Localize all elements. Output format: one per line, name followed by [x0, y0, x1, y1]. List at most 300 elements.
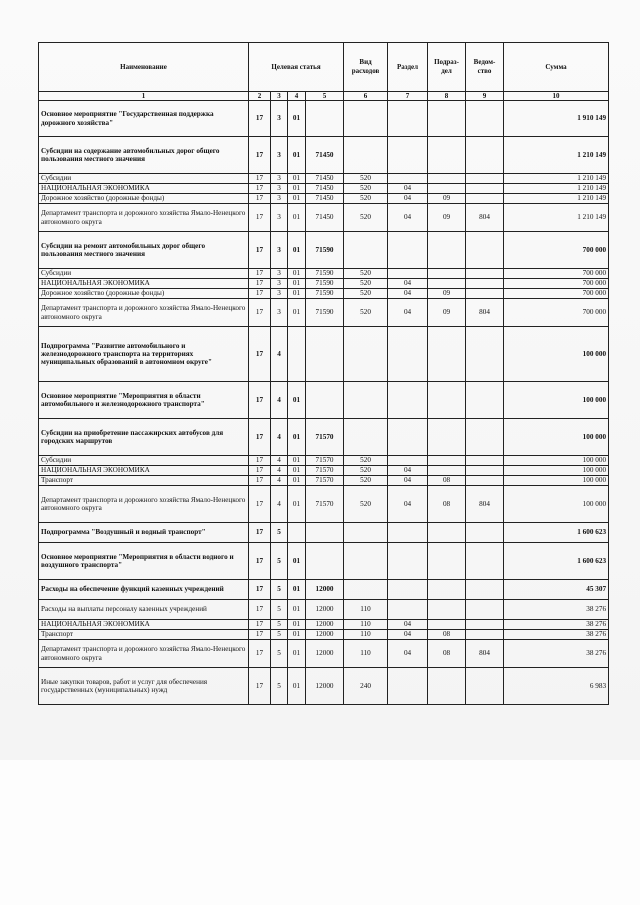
cell-expense-type: 240 — [344, 668, 388, 705]
cell-expense-type: 520 — [344, 184, 388, 194]
cell-sum: 700 000 — [504, 289, 609, 299]
cell-expense-type — [344, 327, 388, 382]
cell-subprogram: 5 — [271, 640, 288, 668]
cell-direction — [306, 523, 344, 543]
cell-subprogram: 4 — [271, 327, 288, 382]
cell-subsection: 08 — [428, 640, 466, 668]
row-name: Субсидии на ремонт автомобильных дорог общего пользования местного значения — [39, 232, 249, 269]
row-name: Дорожное хозяйство (дорожные фонды) — [39, 289, 249, 299]
column-number: 5 — [306, 92, 344, 101]
row-name: Дорожное хозяйство (дорожные фонды) — [39, 194, 249, 204]
cell-direction: 71590 — [306, 299, 344, 327]
cell-subsection — [428, 543, 466, 580]
table-row — [39, 137, 609, 174]
row-name: Субсидии на содержание автомобильных дорог общего пользования местного значения — [39, 137, 249, 174]
cell-program: 17 — [249, 269, 271, 279]
row-name: Подпрограмма "Воздушный и водный транспорт" — [39, 523, 249, 543]
cell-activity: 01 — [288, 419, 306, 456]
cell-department — [466, 184, 504, 194]
cell-expense-type: 520 — [344, 486, 388, 523]
column-number-row — [39, 92, 609, 101]
cell-sum: 6 983 — [504, 668, 609, 705]
cell-direction — [306, 101, 344, 137]
cell-direction: 71570 — [306, 476, 344, 486]
cell-subsection: 09 — [428, 204, 466, 232]
cell-activity: 01 — [288, 184, 306, 194]
cell-direction: 71450 — [306, 184, 344, 194]
cell-program: 17 — [249, 668, 271, 705]
cell-department — [466, 523, 504, 543]
cell-department — [466, 269, 504, 279]
cell-section — [388, 543, 428, 580]
cell-section — [388, 382, 428, 419]
cell-direction — [306, 327, 344, 382]
cell-subsection — [428, 174, 466, 184]
cell-direction: 12000 — [306, 620, 344, 630]
table-row — [39, 299, 609, 327]
cell-direction: 71590 — [306, 289, 344, 299]
cell-subprogram: 3 — [271, 194, 288, 204]
row-name: Субсидии — [39, 456, 249, 466]
cell-sum: 1 210 149 — [504, 137, 609, 174]
table-row — [39, 232, 609, 269]
cell-direction: 12000 — [306, 630, 344, 640]
row-name: Расходы на выплаты персоналу казенных учреждений — [39, 600, 249, 620]
cell-section: 04 — [388, 299, 428, 327]
cell-sum: 100 000 — [504, 419, 609, 456]
cell-program: 17 — [249, 137, 271, 174]
cell-department — [466, 382, 504, 419]
cell-direction: 71570 — [306, 466, 344, 476]
cell-department — [466, 174, 504, 184]
cell-sum: 100 000 — [504, 382, 609, 419]
cell-section — [388, 580, 428, 600]
cell-activity: 01 — [288, 640, 306, 668]
cell-expense-type — [344, 101, 388, 137]
cell-section: 04 — [388, 184, 428, 194]
cell-activity: 01 — [288, 137, 306, 174]
header-section: Раздел — [388, 43, 428, 92]
cell-section: 04 — [388, 194, 428, 204]
cell-program: 17 — [249, 600, 271, 620]
cell-program: 17 — [249, 580, 271, 600]
cell-section: 04 — [388, 476, 428, 486]
cell-department: 804 — [466, 640, 504, 668]
row-name: Транспорт — [39, 630, 249, 640]
column-number: 6 — [344, 92, 388, 101]
cell-program: 17 — [249, 289, 271, 299]
cell-activity: 01 — [288, 382, 306, 419]
cell-section — [388, 232, 428, 269]
row-name: Иные закупки товаров, работ и услуг для обеспечения государственных (муниципальных) нужд — [39, 668, 249, 705]
cell-activity: 01 — [288, 630, 306, 640]
cell-subprogram: 5 — [271, 523, 288, 543]
cell-section — [388, 456, 428, 466]
row-name: Основное мероприятие "Мероприятия в области водного и воздушного транспорта" — [39, 543, 249, 580]
cell-department — [466, 289, 504, 299]
cell-subsection — [428, 456, 466, 466]
cell-section: 04 — [388, 204, 428, 232]
cell-subsection — [428, 620, 466, 630]
table-row — [39, 194, 609, 204]
cell-direction: 12000 — [306, 668, 344, 705]
cell-department — [466, 580, 504, 600]
cell-expense-type — [344, 580, 388, 600]
row-name: Департамент транспорта и дорожного хозяйства Ямало-Ненецкого автономного округа — [39, 640, 249, 668]
cell-department — [466, 630, 504, 640]
cell-program: 17 — [249, 419, 271, 456]
cell-direction: 12000 — [306, 580, 344, 600]
table-row — [39, 600, 609, 620]
cell-department — [466, 419, 504, 456]
table-row — [39, 289, 609, 299]
cell-section — [388, 269, 428, 279]
cell-subsection: 08 — [428, 486, 466, 523]
cell-subprogram: 5 — [271, 580, 288, 600]
cell-subprogram: 3 — [271, 269, 288, 279]
cell-subprogram: 3 — [271, 279, 288, 289]
cell-program: 17 — [249, 184, 271, 194]
cell-subsection: 08 — [428, 476, 466, 486]
row-name: Департамент транспорта и дорожного хозяйства Ямало-Ненецкого автономного округа — [39, 204, 249, 232]
row-name: Подпрограмма "Развитие автомобильного и железнодорожного транспорта на территориях муниципальных образований в автономном округе" — [39, 327, 249, 382]
cell-program: 17 — [249, 486, 271, 523]
cell-program: 17 — [249, 232, 271, 269]
cell-subsection: 09 — [428, 289, 466, 299]
cell-department — [466, 600, 504, 620]
cell-activity: 01 — [288, 486, 306, 523]
cell-program: 17 — [249, 382, 271, 419]
cell-subsection — [428, 101, 466, 137]
cell-direction: 71590 — [306, 279, 344, 289]
row-name: Субсидии на приобретение пассажирских автобусов для городских маршрутов — [39, 419, 249, 456]
row-name: Субсидии — [39, 174, 249, 184]
cell-activity: 01 — [288, 174, 306, 184]
cell-direction: 12000 — [306, 640, 344, 668]
column-number: 1 — [39, 92, 249, 101]
cell-subprogram: 5 — [271, 543, 288, 580]
cell-expense-type: 520 — [344, 476, 388, 486]
cell-department — [466, 232, 504, 269]
cell-activity: 01 — [288, 289, 306, 299]
cell-sum: 38 276 — [504, 640, 609, 668]
cell-program: 17 — [249, 456, 271, 466]
cell-sum: 700 000 — [504, 279, 609, 289]
cell-subsection — [428, 327, 466, 382]
cell-section — [388, 419, 428, 456]
cell-subsection — [428, 580, 466, 600]
cell-direction: 71570 — [306, 456, 344, 466]
cell-expense-type: 520 — [344, 299, 388, 327]
cell-program: 17 — [249, 279, 271, 289]
cell-activity — [288, 327, 306, 382]
cell-expense-type — [344, 523, 388, 543]
cell-subsection: 08 — [428, 630, 466, 640]
row-name: НАЦИОНАЛЬНАЯ ЭКОНОМИКА — [39, 184, 249, 194]
cell-direction: 71590 — [306, 269, 344, 279]
cell-subprogram: 5 — [271, 668, 288, 705]
table-row — [39, 523, 609, 543]
cell-subsection — [428, 137, 466, 174]
cell-section: 04 — [388, 630, 428, 640]
cell-subprogram: 4 — [271, 419, 288, 456]
cell-subprogram: 3 — [271, 174, 288, 184]
cell-sum: 38 276 — [504, 630, 609, 640]
table-body — [39, 101, 609, 705]
cell-expense-type: 520 — [344, 466, 388, 476]
cell-subsection: 09 — [428, 299, 466, 327]
table-row — [39, 174, 609, 184]
cell-section — [388, 668, 428, 705]
cell-subprogram: 3 — [271, 184, 288, 194]
row-name: Субсидии — [39, 269, 249, 279]
cell-activity: 01 — [288, 299, 306, 327]
cell-sum: 1 210 149 — [504, 194, 609, 204]
cell-direction — [306, 382, 344, 419]
cell-program: 17 — [249, 620, 271, 630]
cell-subprogram: 5 — [271, 620, 288, 630]
cell-activity: 01 — [288, 466, 306, 476]
row-name: НАЦИОНАЛЬНАЯ ЭКОНОМИКА — [39, 620, 249, 630]
cell-subprogram: 3 — [271, 204, 288, 232]
cell-expense-type — [344, 419, 388, 456]
cell-department: 804 — [466, 204, 504, 232]
cell-sum: 100 000 — [504, 456, 609, 466]
cell-sum: 1 910 149 — [504, 101, 609, 137]
cell-sum: 38 276 — [504, 620, 609, 630]
cell-program: 17 — [249, 523, 271, 543]
cell-subsection — [428, 382, 466, 419]
cell-expense-type: 520 — [344, 269, 388, 279]
table-row — [39, 456, 609, 466]
cell-subsection — [428, 419, 466, 456]
cell-sum: 1 210 149 — [504, 174, 609, 184]
cell-subsection — [428, 232, 466, 269]
cell-department: 804 — [466, 299, 504, 327]
table-row — [39, 580, 609, 600]
table-row — [39, 620, 609, 630]
cell-subprogram: 4 — [271, 476, 288, 486]
row-name: Основное мероприятие "Государственная поддержка дорожного хозяйства" — [39, 101, 249, 137]
header-department: Ведом-ство — [466, 43, 504, 92]
cell-expense-type: 110 — [344, 640, 388, 668]
cell-direction — [306, 543, 344, 580]
cell-section — [388, 137, 428, 174]
cell-subprogram: 5 — [271, 600, 288, 620]
cell-section — [388, 101, 428, 137]
cell-department: 804 — [466, 486, 504, 523]
column-number: 3 — [271, 92, 288, 101]
cell-sum: 38 276 — [504, 600, 609, 620]
cell-sum: 100 000 — [504, 466, 609, 476]
cell-direction: 71450 — [306, 137, 344, 174]
cell-subsection — [428, 279, 466, 289]
cell-subprogram: 5 — [271, 630, 288, 640]
cell-direction: 71570 — [306, 486, 344, 523]
cell-subprogram: 4 — [271, 456, 288, 466]
cell-subprogram: 3 — [271, 232, 288, 269]
cell-department — [466, 101, 504, 137]
table-row — [39, 419, 609, 456]
cell-program: 17 — [249, 476, 271, 486]
cell-expense-type — [344, 543, 388, 580]
cell-subprogram: 3 — [271, 289, 288, 299]
cell-program: 17 — [249, 327, 271, 382]
table-row — [39, 204, 609, 232]
row-name: НАЦИОНАЛЬНАЯ ЭКОНОМИКА — [39, 279, 249, 289]
cell-sum: 1 210 149 — [504, 204, 609, 232]
cell-department — [466, 476, 504, 486]
cell-activity: 01 — [288, 580, 306, 600]
cell-expense-type: 110 — [344, 600, 388, 620]
cell-expense-type — [344, 137, 388, 174]
cell-expense-type: 520 — [344, 279, 388, 289]
cell-subprogram: 3 — [271, 101, 288, 137]
cell-program: 17 — [249, 466, 271, 476]
cell-expense-type — [344, 382, 388, 419]
cell-expense-type — [344, 232, 388, 269]
cell-section: 04 — [388, 486, 428, 523]
cell-subsection — [428, 466, 466, 476]
cell-program: 17 — [249, 194, 271, 204]
column-number: 10 — [504, 92, 609, 101]
column-number: 2 — [249, 92, 271, 101]
table-row — [39, 269, 609, 279]
cell-section — [388, 174, 428, 184]
row-name: Расходы на обеспечение функций казенных учреждений — [39, 580, 249, 600]
cell-activity: 01 — [288, 543, 306, 580]
cell-expense-type: 110 — [344, 620, 388, 630]
cell-section: 04 — [388, 279, 428, 289]
cell-sum: 1 600 623 — [504, 523, 609, 543]
cell-direction: 71570 — [306, 419, 344, 456]
row-name: Департамент транспорта и дорожного хозяйства Ямало-Ненецкого автономного округа — [39, 299, 249, 327]
table-row — [39, 476, 609, 486]
header-sum: Сумма — [504, 43, 609, 92]
row-name: НАЦИОНАЛЬНАЯ ЭКОНОМИКА — [39, 466, 249, 476]
column-number: 4 — [288, 92, 306, 101]
cell-expense-type: 520 — [344, 456, 388, 466]
cell-department — [466, 194, 504, 204]
cell-subsection — [428, 600, 466, 620]
table-row — [39, 486, 609, 523]
cell-program: 17 — [249, 543, 271, 580]
table-row — [39, 543, 609, 580]
cell-program: 17 — [249, 640, 271, 668]
cell-program: 17 — [249, 204, 271, 232]
table-header-row — [39, 43, 609, 92]
cell-subprogram: 3 — [271, 299, 288, 327]
cell-direction: 71590 — [306, 232, 344, 269]
table-row — [39, 101, 609, 137]
table-row — [39, 640, 609, 668]
cell-section: 04 — [388, 620, 428, 630]
cell-sum: 1 600 623 — [504, 543, 609, 580]
cell-subprogram: 4 — [271, 382, 288, 419]
cell-expense-type: 520 — [344, 204, 388, 232]
cell-direction: 71450 — [306, 204, 344, 232]
table-row — [39, 279, 609, 289]
cell-subprogram: 4 — [271, 486, 288, 523]
cell-activity: 01 — [288, 269, 306, 279]
cell-activity: 01 — [288, 232, 306, 269]
cell-sum: 100 000 — [504, 476, 609, 486]
cell-program: 17 — [249, 174, 271, 184]
cell-program: 17 — [249, 630, 271, 640]
budget-table — [38, 42, 609, 705]
cell-subsection: 09 — [428, 194, 466, 204]
cell-department — [466, 466, 504, 476]
table-row — [39, 382, 609, 419]
cell-expense-type: 520 — [344, 194, 388, 204]
cell-section: 04 — [388, 466, 428, 476]
cell-section: 04 — [388, 289, 428, 299]
cell-sum: 700 000 — [504, 299, 609, 327]
cell-subsection — [428, 523, 466, 543]
cell-section — [388, 327, 428, 382]
cell-program: 17 — [249, 101, 271, 137]
cell-expense-type: 110 — [344, 630, 388, 640]
table-row — [39, 327, 609, 382]
row-name: Транспорт — [39, 476, 249, 486]
cell-department — [466, 543, 504, 580]
header-expense-type: Вид расходов — [344, 43, 388, 92]
cell-department — [466, 456, 504, 466]
table-row — [39, 668, 609, 705]
cell-department — [466, 137, 504, 174]
cell-activity: 01 — [288, 600, 306, 620]
header-subsection: Подраз-дел — [428, 43, 466, 92]
cell-subsection — [428, 668, 466, 705]
row-name: Департамент транспорта и дорожного хозяйства Ямало-Ненецкого автономного округа — [39, 486, 249, 523]
cell-sum: 45 307 — [504, 580, 609, 600]
cell-activity: 01 — [288, 476, 306, 486]
cell-subprogram: 3 — [271, 137, 288, 174]
cell-activity: 01 — [288, 194, 306, 204]
cell-direction: 71450 — [306, 194, 344, 204]
cell-sum: 100 000 — [504, 327, 609, 382]
cell-direction: 12000 — [306, 600, 344, 620]
table-row — [39, 466, 609, 476]
cell-section — [388, 523, 428, 543]
cell-sum: 1 210 149 — [504, 184, 609, 194]
cell-department — [466, 668, 504, 705]
row-name: Основное мероприятие "Мероприятия в области автомобильного и железнодорожного транспорта" — [39, 382, 249, 419]
header-target-article: Целевая статья — [249, 43, 344, 92]
column-number: 7 — [388, 92, 428, 101]
cell-activity: 01 — [288, 668, 306, 705]
cell-department — [466, 279, 504, 289]
header-name: Наименование — [39, 43, 249, 92]
cell-sum: 700 000 — [504, 232, 609, 269]
cell-expense-type: 520 — [344, 174, 388, 184]
cell-subprogram: 4 — [271, 466, 288, 476]
table-row — [39, 630, 609, 640]
column-number: 9 — [466, 92, 504, 101]
cell-subsection — [428, 269, 466, 279]
cell-activity: 01 — [288, 279, 306, 289]
cell-program: 17 — [249, 299, 271, 327]
cell-department — [466, 327, 504, 382]
cell-subsection — [428, 184, 466, 194]
cell-activity: 01 — [288, 456, 306, 466]
cell-activity: 01 — [288, 204, 306, 232]
cell-activity: 01 — [288, 620, 306, 630]
cell-department — [466, 620, 504, 630]
cell-direction: 71450 — [306, 174, 344, 184]
cell-activity: 01 — [288, 101, 306, 137]
cell-activity — [288, 523, 306, 543]
